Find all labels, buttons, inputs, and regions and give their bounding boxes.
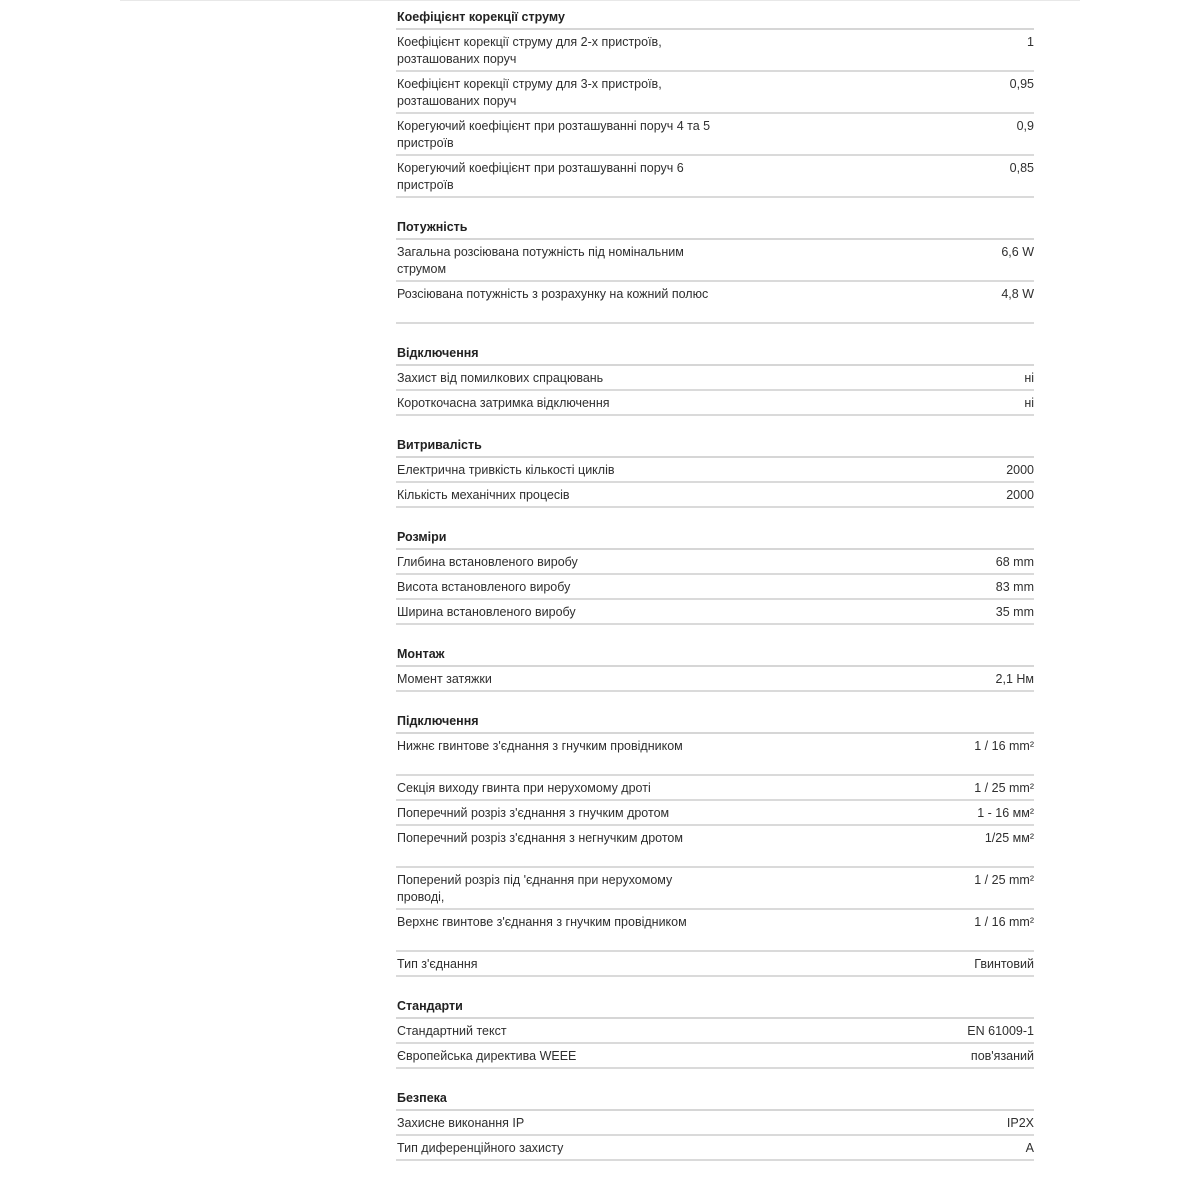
spec-value: 68 mm (995, 555, 1034, 569)
section-connection (396, 712, 1034, 977)
section-mounting (396, 645, 1034, 692)
section-title: Стандарти (397, 999, 463, 1013)
spec-value: 6,6 W (1001, 245, 1034, 259)
section-title: Витривалість (397, 438, 482, 452)
spec-label: Корегуючий коефіцієнт при розташуванні поруч 6 пристроїв (397, 161, 684, 192)
section-power (396, 218, 1034, 324)
spec-value: 1 / 25 mm² (974, 781, 1034, 795)
spec-row (396, 156, 1034, 198)
spec-value: 2,1 Нм (995, 672, 1034, 686)
spec-value: 35 mm (995, 605, 1034, 619)
spec-row (396, 1111, 1034, 1136)
spec-row (396, 600, 1034, 625)
section-title: Коефіцієнт корекції струму (397, 10, 565, 24)
section-standards (396, 997, 1034, 1069)
spec-label: Електрична тривкість кількості циклів (397, 463, 615, 477)
section-endurance (396, 436, 1034, 508)
spec-label: Поперений розріз під 'єднання при нерухомому проводі, (397, 873, 673, 904)
spec-row (396, 667, 1034, 692)
spec-row (396, 776, 1034, 801)
spec-label: Короткочасна затримка відключення (397, 396, 610, 410)
spec-value: 0,9 (1016, 119, 1034, 133)
spec-label: Нижнє гвинтове з'єднання з гнучким провідником (397, 739, 683, 753)
spec-label: Захисне виконання IP (397, 1116, 525, 1130)
spec-row (396, 801, 1034, 826)
spec-row (396, 575, 1034, 600)
spec-label: Ширина встановленого виробу (397, 605, 576, 619)
spec-row (396, 1019, 1034, 1044)
spec-label: Загальна розсіювана потужність під номінальним струмом (397, 245, 684, 276)
spec-value: 1/25 мм² (984, 831, 1034, 845)
spec-value: 1 / 16 mm² (974, 915, 1034, 929)
spec-value: 0,95 (1009, 77, 1034, 91)
spec-value: 2000 (1006, 488, 1034, 502)
spec-label: Тип з'єднання (397, 957, 478, 971)
section-dimensions (396, 528, 1034, 625)
spec-row (396, 868, 1034, 910)
section-tripping (396, 344, 1034, 416)
spec-row (396, 72, 1034, 114)
section-current-correction (396, 8, 1034, 198)
spec-label: Захист від помилкових спрацювань (397, 371, 604, 385)
spec-row (396, 114, 1034, 156)
top-divider (120, 0, 1080, 1)
spec-label: Розсіювана потужність з розрахунку на кожний полюс (397, 287, 709, 301)
spec-value: EN 61009-1 (967, 1024, 1034, 1038)
spec-label: Верхнє гвинтове з'єднання з гнучким провідником (397, 915, 687, 929)
spec-row (396, 1136, 1034, 1161)
spec-label: Коефіцієнт корекції струму для 2-х пристроїв, розташованих поруч (397, 35, 662, 66)
spec-row (396, 240, 1034, 282)
spec-label: Момент затяжки (397, 672, 492, 686)
section-title: Розміри (397, 530, 447, 544)
section-title: Безпека (397, 1091, 447, 1105)
section-title: Монтаж (397, 647, 445, 661)
spec-row (396, 1044, 1034, 1069)
spec-value: A (1025, 1141, 1034, 1155)
specification-table (396, 8, 1034, 1161)
spec-value: 1 - 16 мм² (977, 806, 1034, 820)
section-title: Потужність (397, 220, 468, 234)
spec-value: 0,85 (1009, 161, 1034, 175)
spec-value: 1 (1027, 35, 1034, 49)
spec-row (396, 550, 1034, 575)
spec-row (396, 391, 1034, 416)
section-safety (396, 1089, 1034, 1161)
spec-value: 2000 (1006, 463, 1034, 477)
spec-label: Глибина встановленого виробу (397, 555, 578, 569)
spec-value: Гвинтовий (974, 957, 1034, 971)
spec-value: ні (1024, 396, 1034, 410)
spec-label: Тип диференційного захисту (397, 1141, 564, 1155)
spec-label: Висота встановленого виробу (397, 580, 571, 594)
spec-label: Європейська директива WEEE (397, 1049, 577, 1063)
spec-row (396, 458, 1034, 483)
spec-label: Стандартний текст (397, 1024, 507, 1038)
spec-row (396, 30, 1034, 72)
spec-value: 4,8 W (1001, 287, 1034, 301)
spec-label: Секція виходу гвинта при нерухомому дроті (397, 781, 651, 795)
spec-row (396, 366, 1034, 391)
section-title: Підключення (397, 714, 479, 728)
spec-label: Коефіцієнт корекції струму для 3-х пристроїв, розташованих поруч (397, 77, 662, 108)
spec-value: 1 / 25 mm² (974, 873, 1034, 887)
spec-row (396, 282, 1034, 324)
section-title: Відключення (397, 346, 479, 360)
spec-row (396, 952, 1034, 977)
spec-value: ні (1024, 371, 1034, 385)
spec-row (396, 734, 1034, 776)
spec-row (396, 483, 1034, 508)
spec-label: Поперечний розріз з'єднання з гнучким дротом (397, 806, 670, 820)
spec-row (396, 910, 1034, 952)
spec-value: 83 mm (995, 580, 1034, 594)
spec-label: Корегуючий коефіцієнт при розташуванні поруч 4 та 5 пристроїв (397, 119, 711, 150)
spec-value: пов'язаний (970, 1049, 1034, 1063)
spec-label: Кількість механічних процесів (397, 488, 570, 502)
spec-label: Поперечний розріз з'єднання з негнучким дротом (397, 831, 683, 845)
spec-value: IP2X (1006, 1116, 1034, 1130)
spec-row (396, 826, 1034, 868)
spec-value: 1 / 16 mm² (974, 739, 1034, 753)
